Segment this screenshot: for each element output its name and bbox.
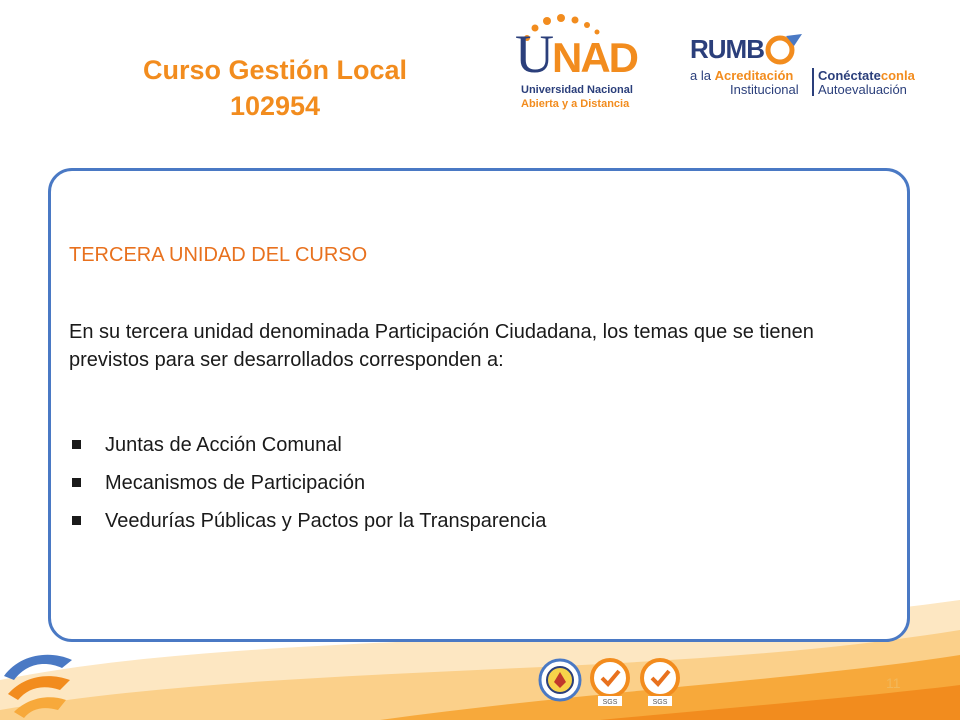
rumbo-line1: [690, 68, 793, 83]
unad-wordmark: [515, 24, 637, 88]
course-title: [90, 52, 460, 124]
rumbo-arrow-icon: [764, 32, 804, 66]
course-title-line1: Curso Gestión Local: [142, 55, 408, 85]
list-item: [69, 502, 546, 540]
square-bullet-icon: [72, 516, 81, 525]
list-item-label: Juntas de Acción Comunal: [105, 434, 342, 456]
sgs-label: SGS: [602, 699, 618, 706]
unad-line1: Universidad Nacional: [521, 84, 633, 96]
rumbo-institucional: Institucional: [730, 82, 799, 97]
sgs-seal-icon: [592, 660, 628, 706]
rumbo-a-la: a la: [690, 68, 711, 83]
rumbo-wordmark: RUMB: [690, 34, 764, 64]
topics-list: [69, 426, 546, 540]
square-bullet-icon: [72, 478, 81, 487]
corner-arrows-icon: [0, 646, 80, 720]
sgs-seal-icon: [642, 660, 678, 706]
rumbo-acreditacion-logo: [690, 30, 930, 100]
section-heading: TERCERA UNIDAD DEL CURSO: [69, 244, 368, 266]
square-bullet-icon: [72, 440, 81, 449]
rumbo-conectate: [818, 68, 915, 83]
rumbo-conectate-word: Conéctate: [818, 68, 881, 83]
unad-letters-nad: NAD: [552, 34, 637, 81]
list-item: [69, 464, 546, 502]
colombia-seal-icon: [540, 660, 580, 700]
unad-line2: Abierta y a Distancia: [521, 98, 630, 110]
list-item: [69, 426, 546, 464]
content-box: [48, 168, 910, 642]
unad-letter-u: U: [515, 24, 552, 84]
rumbo-acreditacion: Acreditación: [714, 68, 794, 83]
unad-logo: [515, 14, 655, 114]
list-item-label: Veedurías Públicas y Pactos por la Transparencia: [105, 510, 547, 532]
sgs-label: SGS: [652, 699, 668, 706]
rumbo-autoevaluacion: Autoevaluación: [818, 82, 907, 97]
intro-paragraph: En su tercera unidad denominada Participación Ciudadana, los temas que se tienen previstos para ser desarrollados corresponden a:: [69, 321, 814, 371]
certification-seals: [538, 654, 688, 710]
list-item-label: Mecanismos de Participación: [105, 472, 366, 494]
rumbo-con-la: conla: [880, 68, 915, 83]
page-number: 11: [886, 675, 901, 691]
course-code: 102954: [229, 91, 321, 121]
rumbo-separator: [812, 68, 814, 96]
